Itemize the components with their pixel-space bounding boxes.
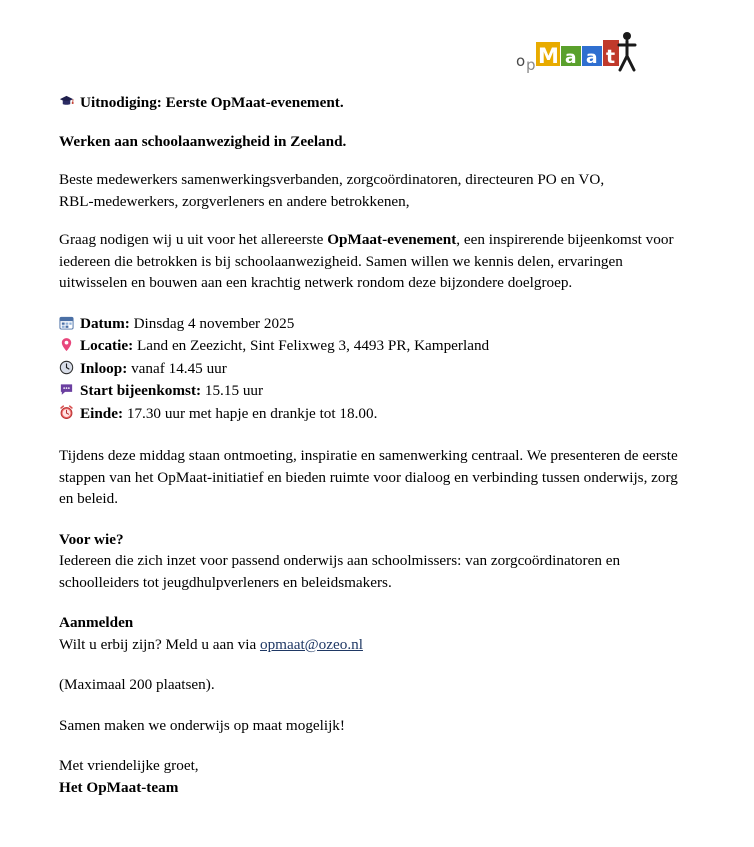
intro-paragraph [59, 229, 691, 294]
clock-icon [59, 360, 74, 375]
middle-paragraph: Tijdens deze middag staan ontmoeting, inspiratie en samenwerking centraal. We presenteren de eerste stappen van het OpMaat-initiatief en bieden ruimte voor dialoog en verbinding tussen onderwijs, zorg en beleid. [59, 447, 678, 507]
svg-text:a: a [565, 48, 577, 68]
detail-label-inloop: Inloop: [80, 359, 128, 377]
detail-label-einde: Einde: [80, 404, 124, 422]
calendar-icon [59, 315, 74, 330]
intro-bold: OpMaat-evenement [327, 231, 457, 248]
salutation-line-1: Beste medewerkers samenwerkingsverbanden, zorgcoördinatoren, directeuren PO en VO, [59, 171, 605, 188]
signup-email-link[interactable]: opmaat@ozeo.nl [259, 635, 363, 653]
svg-text:M: M [538, 44, 559, 68]
capacity-note: (Maximaal 200 plaatsen). [59, 676, 215, 693]
svg-text:t: t [606, 46, 616, 68]
detail-value-inloop: vanaf 14.45 uur [131, 359, 227, 377]
intro-after-bold: , een inspirerende bijeenkomst voor iedereen die betrokken is bij schoolaanwezigheid. Samen willen we kennis delen, ervaringen uitwisselen en bouwen aan een krachtig netwerk rondom deze bijzondere doelgroep. [59, 231, 674, 291]
detail-value-datum: Dinsdag 4 november 2025 [133, 314, 295, 332]
detail-row-locatie [59, 335, 691, 358]
detail-row-einde [59, 403, 691, 426]
detail-label-start: Start bijeenkomst: [80, 382, 202, 399]
invitation-title [59, 92, 691, 114]
alarm-clock-icon [59, 405, 74, 420]
detail-value-einde: 17.30 uur met hapje en drankje tot 18.00. [126, 404, 378, 422]
location-pin-icon [59, 337, 74, 352]
detail-label-locatie: Locatie: [80, 337, 134, 354]
detail-label-datum: Datum: [80, 314, 130, 332]
opmaat-logo-icon [514, 26, 644, 78]
detail-row-inloop [59, 358, 691, 381]
for-whom-heading: Voor wie? [59, 530, 124, 548]
svg-text:p: p [526, 56, 536, 74]
svg-text:o: o [516, 52, 526, 70]
closing-line: Samen maken we onderwijs op maat mogelijk! [59, 716, 345, 734]
signoff-line-2: Het OpMaat-team [59, 778, 179, 796]
signup-section [59, 612, 691, 655]
signoff-line-1: Met vriendelijke groet, [59, 757, 199, 774]
salutation [59, 169, 691, 212]
salutation-line-2: RBL-medewerkers, zorgverleners en andere betrokkenen, [59, 192, 410, 210]
signup-text: Wilt u erbij zijn? Meld u aan via [59, 635, 260, 653]
detail-value-start: 15.15 uur [204, 382, 264, 399]
detail-value-locatie: Land en Zeezicht, Sint Felixweg 3, 4493 PR, Kamperland [136, 337, 490, 354]
detail-row-start [59, 380, 691, 403]
signoff [59, 755, 691, 798]
svg-text:a: a [586, 48, 598, 68]
detail-row-datum [59, 313, 691, 336]
signup-heading: Aanmelden [59, 614, 134, 631]
invitation-title-text: Uitnodiging: Eerste OpMaat-evenement. [80, 94, 344, 111]
for-whom-section [59, 529, 691, 594]
invitation-subtitle: Werken aan schoolaanwezigheid in Zeeland. [59, 132, 347, 150]
intro-before-bold: Graag nodigen wij u uit voor het allereerste [59, 231, 328, 248]
event-details-list [59, 313, 691, 426]
opmaat-logo [514, 26, 644, 78]
for-whom-text: Iedereen die zich inzet voor passend onderwijs aan schoolmissers: van zorgcoördinatoren en schoolleiders tot jeugdhulpverleners en beleidsmakers. [59, 552, 621, 591]
graduation-cap-icon [59, 94, 74, 109]
document-body [59, 92, 691, 798]
speech-bubble-icon [59, 382, 74, 397]
